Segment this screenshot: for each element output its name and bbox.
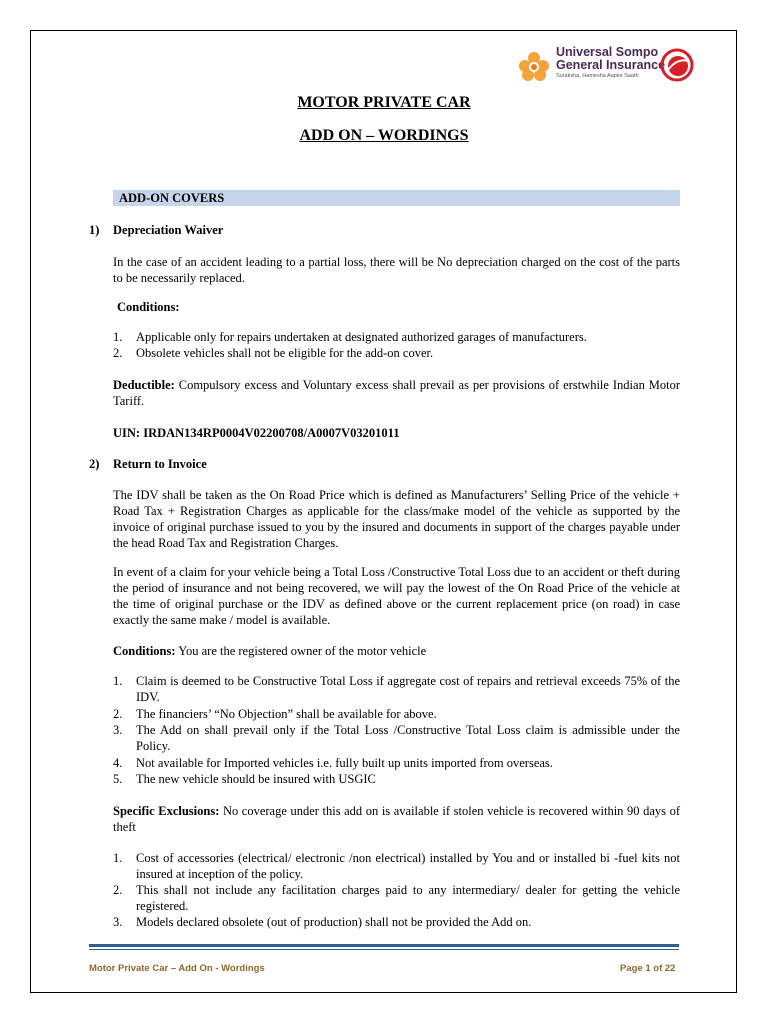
footer-document-name: Motor Private Car – Add On - Wordings (89, 963, 265, 974)
list-number: 5. (113, 772, 123, 786)
list-text: This shall not include any facilitation charges paid to any intermediary/ dealer for getting the vehicle registered. (136, 883, 680, 913)
conditions-text: You are the registered owner of the motor vehicle (178, 644, 427, 658)
logo-line2: General Insurance (556, 58, 666, 72)
list-text: Models declared obsolete (out of production) shall not be provided the Add on. (136, 915, 532, 929)
list-text: Not available for Imported vehicles i.e. fully built up units imported from overseas. (136, 756, 553, 770)
item2-number: 2) (89, 457, 100, 471)
item1-description: In the case of an accident leading to a partial loss, there will be No depreciation charged on the cost of the parts to be necessarily replaced. (113, 255, 680, 285)
list-item (113, 345, 680, 361)
page-subtitle: ADD ON – WORDINGS (299, 127, 469, 144)
list-text: Claim is deemed to be Constructive Total Loss if aggregate cost of repairs and retrieval exceeds 75% of the IDV. (136, 674, 680, 704)
list-item (113, 755, 680, 771)
page-title: MOTOR PRIVATE CAR (297, 94, 471, 111)
red-circle-logo-icon (660, 48, 694, 82)
footer-divider-thick (89, 944, 679, 947)
conditions-label: Conditions: (113, 644, 176, 658)
list-item (113, 882, 680, 914)
list-item (113, 771, 680, 787)
list-number: 4. (113, 756, 123, 770)
list-number: 3. (113, 723, 123, 737)
item1-deductible (113, 377, 680, 409)
flower-logo-icon (516, 50, 552, 82)
list-item (113, 706, 680, 722)
footer-divider-thin (89, 949, 679, 950)
item2-conditions (113, 643, 680, 659)
item2-exclusions (113, 803, 680, 835)
list-item (113, 722, 680, 754)
item2-paragraph2: In event of a claim for your vehicle being a Total Loss /Constructive Total Loss due to an accident or theft during the period of insurance and not being recovered, we will pay the lowest of the On Road Price of the vehicle at the time of original purchase or the IDV as defined above or the current replacement price (on road) in case exactly the same make / model is available. (113, 565, 680, 627)
section-heading-bar (113, 190, 680, 206)
list-item (113, 850, 680, 882)
deductible-text: Compulsory excess and Voluntary excess shall prevail as per provisions of erstwhile Indian Motor Tariff. (113, 378, 681, 408)
list-number: 1. (113, 330, 123, 344)
list-number: 2. (113, 707, 123, 721)
item1-heading: Depreciation Waiver (113, 223, 224, 237)
item1-number: 1) (89, 223, 100, 237)
exclusions-text: No coverage under this add on is available if stolen vehicle is recovered within 90 days of theft (113, 804, 680, 834)
list-text: Obsolete vehicles shall not be eligible for the add-on cover. (136, 346, 434, 360)
list-text: Applicable only for repairs undertaken at designated authorized garages of manufacturers. (136, 330, 587, 344)
list-text: Cost of accessories (electrical/ electronic /non electrical) installed by You and or installed bi -fuel kits not insured at inception of the policy. (136, 851, 680, 881)
exclusions-label: Specific Exclusions: (113, 804, 220, 818)
list-number: 3. (113, 915, 123, 929)
list-item (113, 673, 680, 705)
list-number: 2. (113, 346, 123, 360)
list-text: The financiers’ “No Objection” shall be available for above. (136, 707, 437, 721)
item2-heading: Return to Invoice (113, 457, 207, 471)
list-text: The new vehicle should be insured with USGIC (136, 772, 376, 786)
list-text: The Add on shall prevail only if the Total Loss /Constructive Total Loss claim is admissible under the Policy. (136, 723, 680, 753)
logo-line1: Universal Sompo (556, 45, 659, 59)
company-logo (516, 44, 696, 88)
item1-uin: UIN: IRDAN134RP0004V02200708/A0007V03201011 (113, 426, 400, 440)
list-item (113, 914, 680, 930)
list-number: 1. (113, 674, 123, 688)
list-number: 2. (113, 883, 123, 897)
section-heading: ADD-ON COVERS (119, 191, 225, 205)
deductible-label: Deductible: (113, 378, 175, 392)
footer-page-number: Page 1 of 22 (620, 963, 676, 974)
list-item (113, 329, 680, 345)
item1-conditions-label: Conditions: (117, 300, 180, 314)
item2-paragraph1: The IDV shall be taken as the On Road Price which is defined as Manufacturers’ Selling Price of the vehicle + Road Tax + Registration Charges as applicable for the class/make model of the vehicle as supported by the invoice of original purchase issued to you by the insured and documents in support of the charges payable under the head Road Tax and Registration Charges. (113, 488, 680, 550)
logo-tagline: Suraksha, Hamesha Aapke Saath (556, 73, 639, 79)
list-number: 1. (113, 851, 123, 865)
